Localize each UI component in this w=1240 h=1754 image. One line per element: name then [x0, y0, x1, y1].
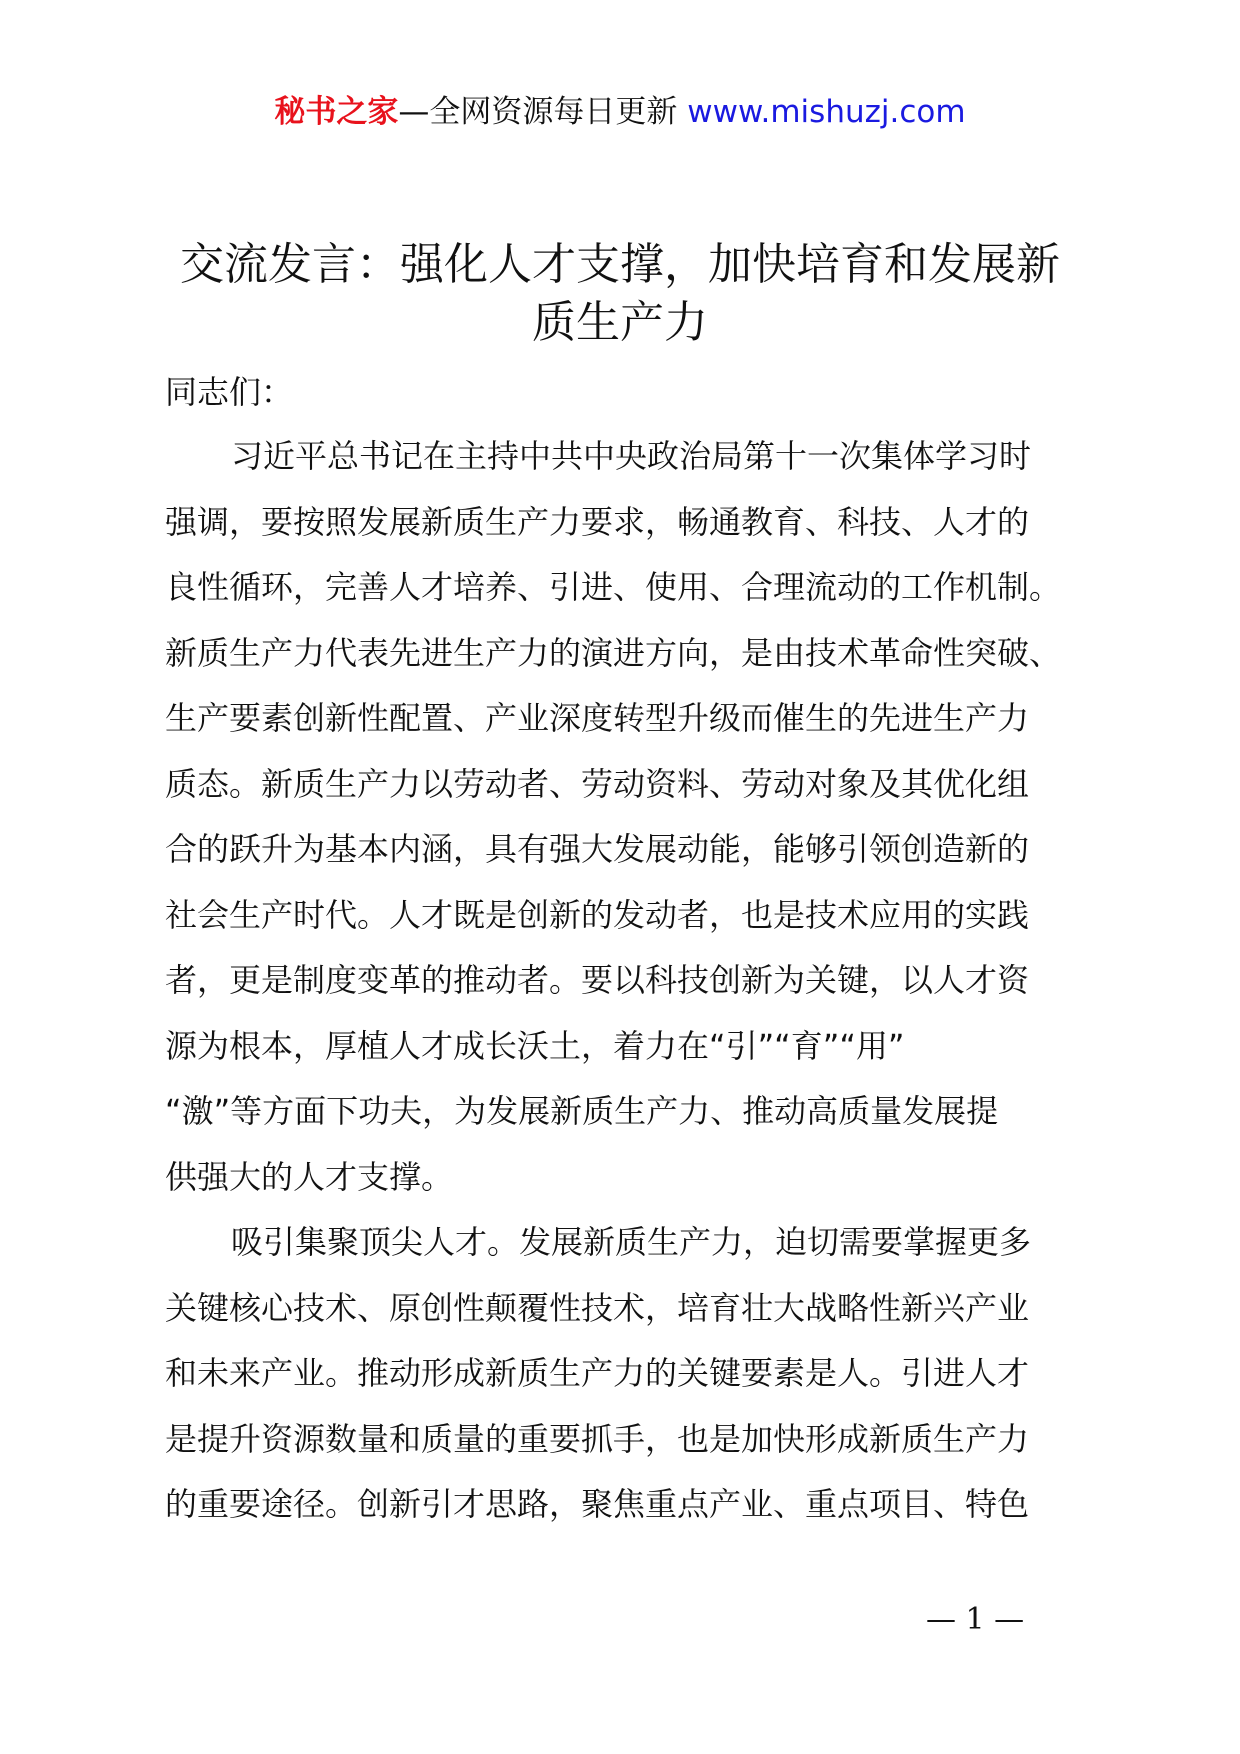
- paragraph-1-line: 合的跃升为基本内涵，具有强大发展动能，能够引领创造新的: [165, 830, 1030, 868]
- paragraph-1-line: 质态。新质生产力以劳动者、劳动资料、劳动对象及其优化组: [165, 764, 1030, 803]
- paragraph-1-line: 良性循环，完善人才培养、引进、使用、合理流动的工作机制。: [165, 568, 1062, 606]
- site-tagline: —全网资源每日更新: [398, 94, 678, 130]
- paragraph-1-line: 源为根本，厚植人才成长沃土，着力在“引”“育”“用”: [165, 1026, 905, 1065]
- paragraph-2-line: 是提升资源数量和质量的重要抓手，也是加快形成新质生产力: [165, 1419, 1030, 1458]
- page-number: — 1 —: [926, 1602, 1025, 1637]
- paragraph-1-line: 生产要素创新性配置、产业深度转型升级而催生的先进生产力: [165, 699, 1030, 737]
- document-title: [160, 236, 1080, 352]
- paragraph-2-line: 的重要途径。创新引才思路，聚焦重点产业、重点项目、特色: [165, 1485, 1030, 1523]
- paragraph-1-line: 者，更是制度变革的推动者。要以科技创新为关键，以人才资: [165, 961, 1030, 999]
- paragraph-1-line: 社会生产时代。人才既是创新的发动者，也是技术应用的实践: [165, 895, 1030, 934]
- paragraph-1-line: 新质生产力代表先进生产力的演进方向，是由技术革命性突破、: [165, 633, 1062, 672]
- paragraph-2-line: 和未来产业。推动形成新质生产力的关键要素是人。引进人才: [165, 1354, 1030, 1392]
- site-brand: 秘书之家: [274, 94, 399, 130]
- document-title-line-1: 交流发言：强化人才支撑，加快培育和发展新: [180, 239, 1060, 290]
- paragraph-1-line: 强调，要按照发展新质生产力要求，畅通教育、科技、人才的: [165, 502, 1030, 541]
- paragraph-1-line: “激”等方面下功夫，为发展新质生产力、推动高质量发展提: [165, 1092, 999, 1130]
- paragraph-2-line: 关键核心技术、原创性颠覆性技术，培育壮大战略性新兴产业: [165, 1288, 1030, 1327]
- site-header: [0, 92, 1240, 132]
- paragraph-2-line: 吸引集聚顶尖人才。发展新质生产力，迫切需要掌握更多: [231, 1223, 1032, 1261]
- site-url-link[interactable]: www.mishuzj.com: [687, 94, 966, 130]
- paragraph-1-line: 供强大的人才支撑。: [165, 1157, 454, 1196]
- document-title-line-2: 质生产力: [532, 297, 708, 348]
- document-body: [165, 434, 1075, 1548]
- salutation: 同志们：: [165, 373, 294, 411]
- paragraph-1-line: 习近平总书记在主持中共中央政治局第十一次集体学习时: [231, 437, 1032, 475]
